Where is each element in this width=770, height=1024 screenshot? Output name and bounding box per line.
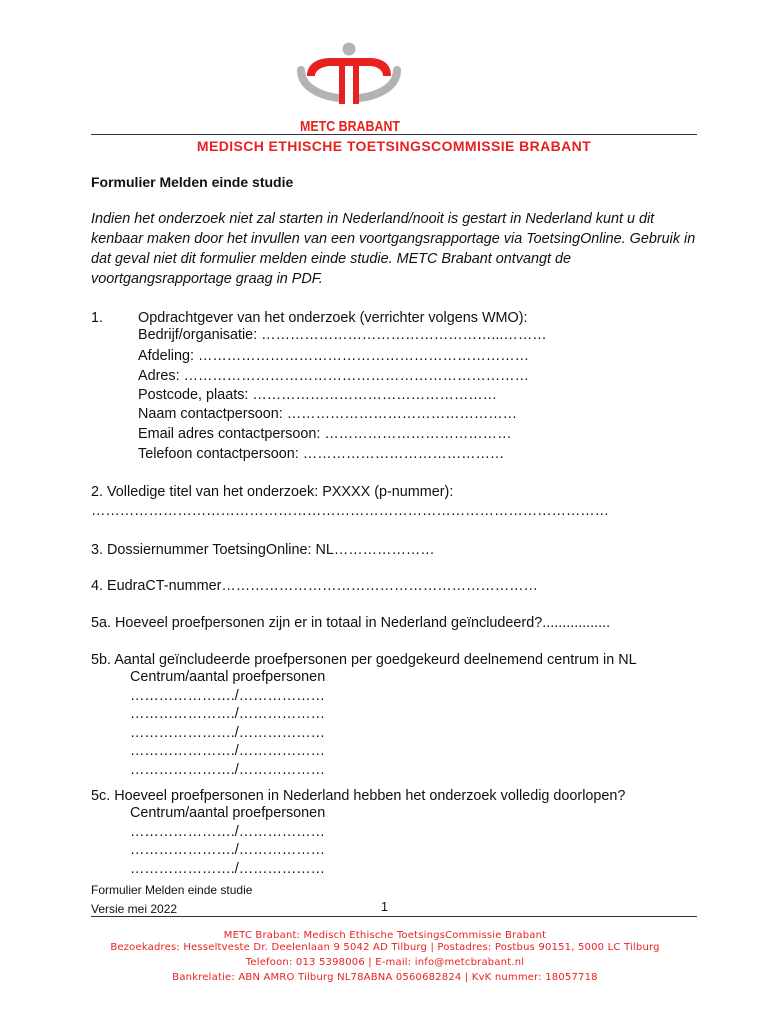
q2-title-field[interactable]: ……………………………………………………………………………………………… — [91, 503, 610, 519]
q5b-row[interactable]: …………………./……………… — [130, 706, 326, 722]
q2-label: 2. Volledige titel van het onderzoek: PXXXX (p-nummer): — [91, 484, 454, 500]
q5c-label: 5c. Hoeveel proefpersonen in Nederland hebben het onderzoek volledig doorlopen? — [91, 788, 626, 804]
q5c-row[interactable]: …………………./……………… — [130, 842, 326, 858]
form-title: Formulier Melden einde studie — [91, 174, 294, 190]
metc-brabant-logo — [287, 42, 413, 134]
q4-eudract-field[interactable]: 4. EudraCT-nummer………………………………………………………… — [91, 578, 538, 594]
q1-field-company[interactable]: Bedrijf/organisatie: …………………………………………...……… — [138, 327, 547, 343]
q5a-field[interactable]: 5a. Hoeveel proefpersonen zijn er in totaal in Nederland geïncludeerd?................. — [91, 615, 611, 631]
footer-version: Versie mei 2022 — [91, 902, 178, 916]
q5b-row[interactable]: …………………./……………… — [130, 688, 326, 704]
q5c-row[interactable]: …………………./……………… — [130, 824, 326, 840]
footer-contact-phone-email: Telefoon: 013 5398006 | E-mail: info@metcbrabant.nl — [245, 957, 525, 968]
q5c-row[interactable]: …………………./……………… — [130, 861, 326, 877]
q3-dossier-field[interactable]: 3. Dossiernummer ToetsingOnline: NL………………… — [91, 542, 435, 558]
org-title: MEDISCH ETHISCHE TOETSINGSCOMMISSIE BRABANT — [196, 138, 592, 154]
footer-doc-name: Formulier Melden einde studie — [91, 883, 253, 897]
q1-field-contact-phone[interactable]: Telefoon contactpersoon: …………………………………… — [138, 446, 505, 462]
footer-contact-bank: Bankrelatie: ABN AMRO Tilburg NL78ABNA 0560682824 | KvK nummer: 18057718 — [172, 972, 598, 983]
page-number: 1 — [381, 900, 388, 914]
q1-heading: Opdrachtgever van het onderzoek (verrichter volgens WMO): — [138, 310, 528, 326]
footer-contact-address: Bezoekadres: Hesseltveste Dr. Deelenlaan 9 5042 AD Tilburg | Postadres: Postbus 90151, 5000 LC Tilburg — [110, 942, 660, 953]
q1-field-address[interactable]: Adres: ……………………………………………………………… — [138, 368, 529, 384]
q5b-row[interactable]: …………………./……………… — [130, 743, 326, 759]
q5b-sublabel: Centrum/aantal proefpersonen — [130, 669, 326, 685]
q1-field-contact-name[interactable]: Naam contactpersoon: ………………………………………… — [138, 406, 518, 422]
footer-divider — [91, 916, 697, 917]
q1-field-contact-email[interactable]: Email adres contactpersoon: ………………………………… — [138, 426, 512, 442]
q1-number: 1. — [91, 310, 104, 326]
q1-field-postcode[interactable]: Postcode, plaats: …………………………………………… — [138, 387, 498, 403]
footer-contact-org: METC Brabant: Medisch Ethische ToetsingsCommissie Brabant — [223, 930, 547, 941]
q5c-sublabel: Centrum/aantal proefpersonen — [130, 805, 326, 821]
q5b-row[interactable]: …………………./……………… — [130, 762, 326, 778]
q5b-label: 5b. Aantal geïncludeerde proefpersonen per goedgekeurd deelnemend centrum in NL — [91, 652, 637, 668]
q5b-row[interactable]: …………………./……………… — [130, 725, 326, 741]
logo-text: METC BRABANT — [300, 118, 400, 134]
header-divider — [91, 134, 697, 135]
q1-field-department[interactable]: Afdeling: …………………………………………………………… — [138, 348, 529, 364]
intro-paragraph: Indien het onderzoek niet zal starten in Nederland/nooit is gestart in Nederland kunt u dit kenbaar maken door het invullen van een voortgangsrapportage via ToetsingOnline. Gebruik in dat geval niet dit formulier melden einde studie. METC Brabant ontvangt de voortgangsrapportage graag in PDF. — [91, 211, 696, 287]
